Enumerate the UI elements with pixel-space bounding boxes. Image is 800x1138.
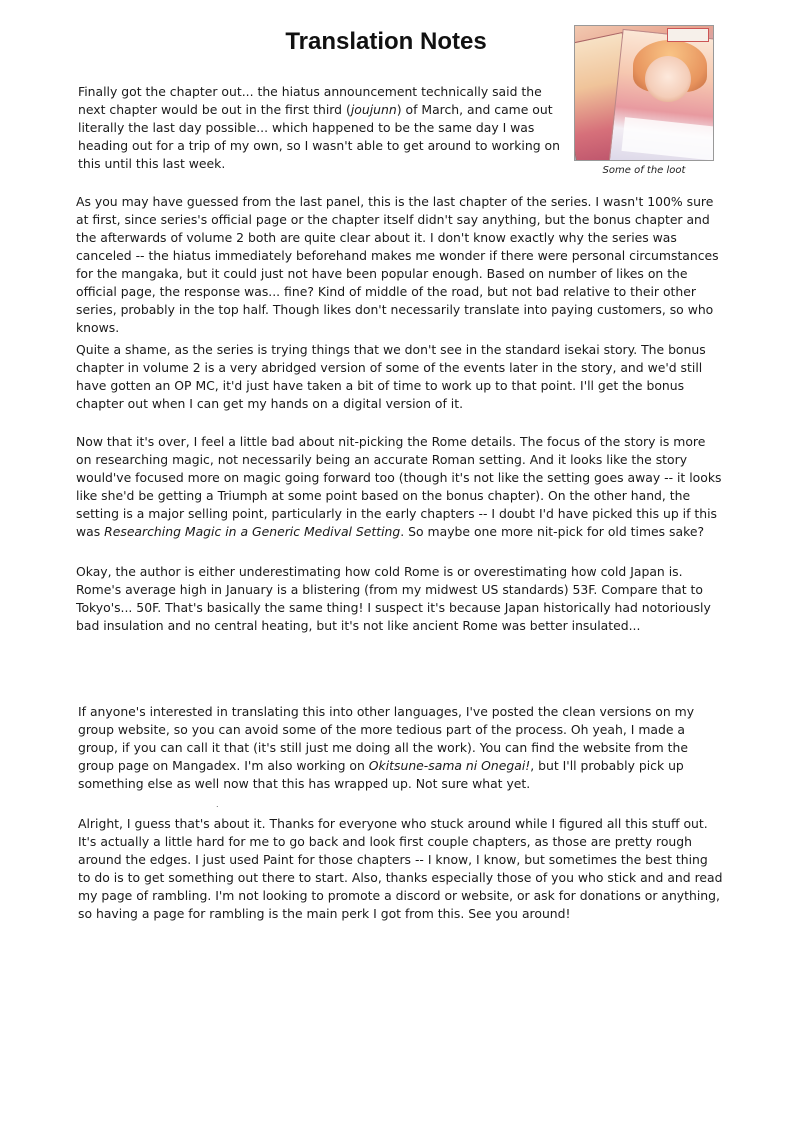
loot-figure (574, 25, 714, 176)
manga-volume-photo-icon (574, 25, 714, 161)
page-title: Translation Notes (285, 28, 487, 55)
paragraph-series-end: As you may have guessed from the last panel, this is the last chapter of the series. I wasn't 100% sure at first, since series's official page or the chapter itself didn't say anything, but the bonus chapter and the afterwards of volume 2 both are quite clear about it. I don't know exactly why the series was canceled -- the hiatus immediately beforehand makes me wonder if there were personal circumstances for the mangaka, but it could just not have been popular enough. Based on number of likes on the official page, the response was... fine? Kind of middle of the road, but not bad relative to their other series, probably in the top half. Though likes don't necessarily translate into paying customers, so who knows. (76, 194, 719, 335)
paragraph-group-website: If anyone's interested in translating this into other languages, I've posted the clean versions on my group website, so you can avoid some of the more tedious part of the process. Oh yeah, I made a group, if you can call it that (it's still just me doing all the work). You can find the website from the group page on Mangadex. I'm also working on Okitsune-sama ni Onegai!, but I'll probably pick up something else as well now that this has wrapped up. Not sure what yet. (78, 704, 695, 791)
paragraph-closing: Alright, I guess that's about it. Thanks for everyone who stuck around while I figured all this stuff out. It's actually a little hard for me to go back and look first couple chapters, as those are pretty rough around the edges. I just used Paint for those chapters -- I know, I know, but sometimes the best thing to do is to get something out there to start. Also, thanks especially those of you who stick and and read my page of rambling. I'm not looking to promote a discord or website, or ask for donations or anything, so having a page for rambling is the main perk I got from this. See you around! (78, 816, 723, 921)
paragraph-climate: Okay, the author is either underestimating how cold Rome is or overestimating how cold Japan is. Rome's average high in January is a blistering (from my midwest US standards) 53F. Compare that to Tokyo's... 50F. That's basically the same thing! I suspect it's because Japan historically had notoriously bad insulation and no central heating, but it's not like ancient Rome was better insulated... (76, 564, 711, 633)
paragraph-rome-details: Now that it's over, I feel a little bad about nit-picking the Rome details. The focus of the story is more on researching magic, not necessarily being an accurate Roman setting. And it looks like the story would've focused more on magic going forward too (though it's not like the setting goes away -- it looks like she'd be getting a Triumph at some point based on the bonus chapter). On the other hand, the setting is a major selling point, particularly in the early chapters -- I doubt I'd have picked this up if this was Researching Magic in a Generic Medival Setting. So maybe one more nit-pick for old times sake? (76, 434, 722, 539)
paragraph-shame: Quite a shame, as the series is trying things that we don't see in the standard isekai story. The bonus chapter in volume 2 is a very abridged version of some of the events later in the story, and we'd still have gotten an OP MC, it'd just have taken a bit of time to work up to that point. I'll get the bonus chapter out when I can get my hands on a digital version of it. (76, 342, 706, 411)
stray-dot: . (216, 800, 219, 809)
figure-caption: Some of the loot (602, 165, 686, 176)
paragraph-intro: Finally got the chapter out... the hiatus announcement technically said the next chapter would be out in the first third (joujunn) of March, and came out literally the last day possible... which happened to be the same day I was heading out for a trip of my own, so I wasn't able to get around to working on this until this last week. (78, 84, 560, 171)
